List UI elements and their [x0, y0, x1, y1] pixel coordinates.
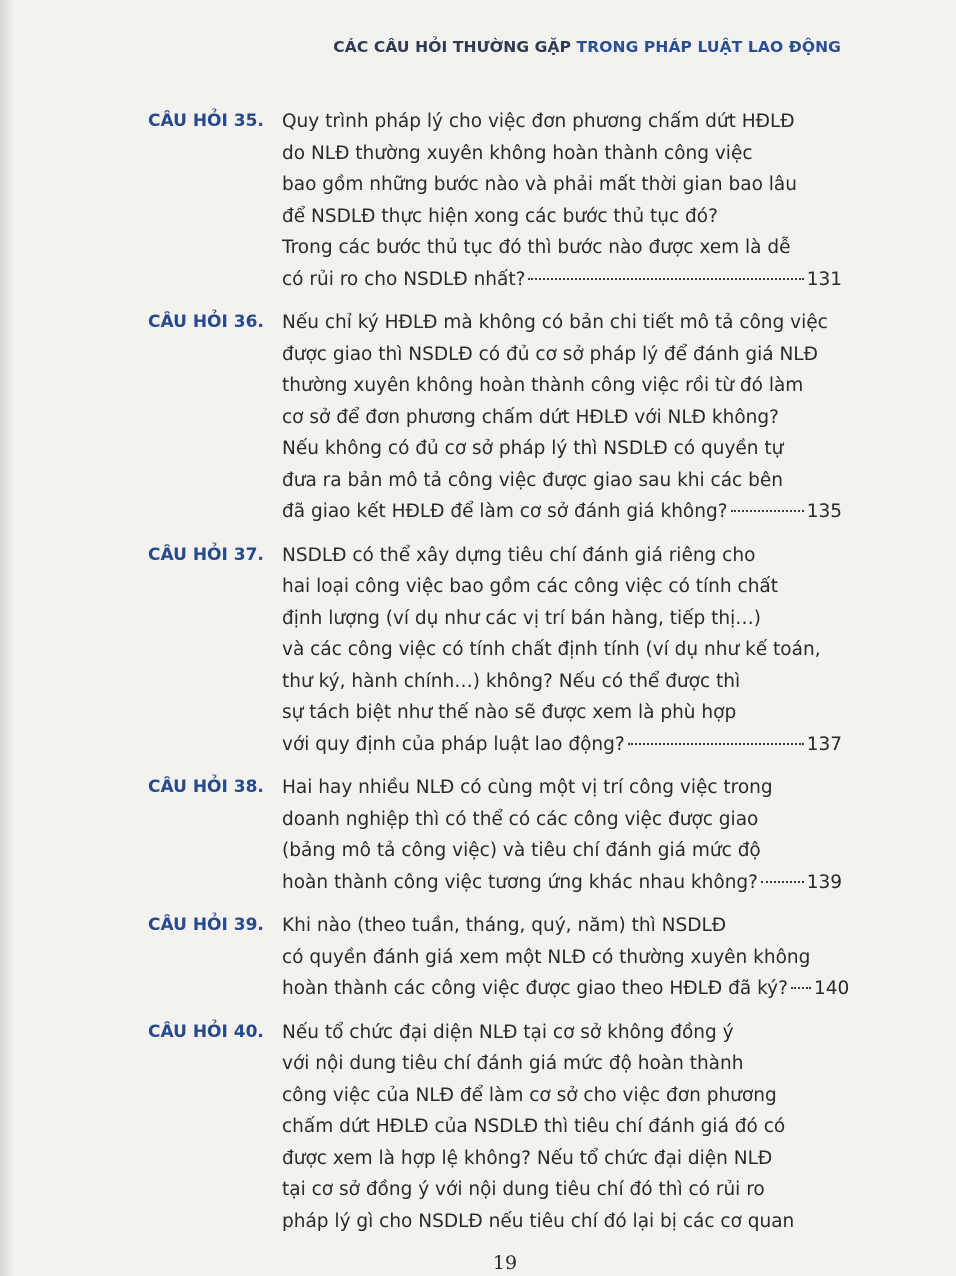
question-text-line: định lượng (ví dụ như các vị trí bán hàng, tiếp thị…) [282, 607, 761, 629]
question-text-line: có quyền đánh giá xem một NLĐ có thường xuyên không [282, 946, 811, 968]
question-text-line: thường xuyên không hoàn thành công việc rồi từ đó làm [282, 375, 804, 396]
toc-page-ref: 139 [806, 871, 842, 893]
question-last-line [282, 264, 842, 296]
question-text-line: thư ký, hành chính…) không? Nếu có thể được thì [282, 670, 741, 692]
toc-entry [148, 540, 842, 761]
question-text-line: chấm dứt HĐLĐ của NSDLĐ thì tiêu chí đánh giá đó có [282, 1116, 786, 1137]
toc-entry [148, 910, 850, 1005]
question-last-line [282, 973, 850, 1005]
question-text-line: được giao thì NSDLĐ có đủ cơ sở pháp lý để đánh giá NLĐ [282, 343, 818, 365]
question-text-line: Trong các bước thủ tục đó thì bước nào được xem là dễ [282, 237, 791, 258]
question-label: CÂU HỎI 36. [148, 312, 264, 332]
question-label: CÂU HỎI 35. [148, 111, 264, 131]
question-text-line: NSDLĐ có thể xây dựng tiêu chí đánh giá riêng cho [282, 544, 756, 566]
toc-page-ref: 131 [806, 268, 842, 290]
dot-leader [791, 987, 811, 989]
toc-entry [148, 1017, 842, 1238]
page-number: 19 [492, 1252, 518, 1274]
question-last-line [282, 867, 842, 899]
question-text-line: Khi nào (theo tuần, tháng, quý, năm) thì NSDLĐ [282, 915, 727, 936]
question-text-line: Hai hay nhiều NLĐ có cùng một vị trí công việc trong [282, 777, 773, 798]
header-part-1: CÁC CÂU HỎI THƯỜNG GẶP [333, 38, 572, 56]
question-last-line [282, 496, 842, 528]
dot-leader [761, 881, 804, 883]
toc-entry [148, 106, 842, 295]
question-text-line: cơ sở để đơn phương chấm dứt HĐLĐ với NLĐ không? [282, 406, 779, 428]
book-spine-shadow [0, 0, 14, 1276]
table-of-contents [148, 106, 850, 1249]
question-last-line [282, 729, 842, 761]
running-header [333, 38, 841, 56]
header-part-2: TRONG PHÁP LUẬT LAO ĐỘNG [576, 38, 841, 56]
dot-leader [528, 278, 803, 280]
question-text-line: được xem là hợp lệ không? Nếu tổ chức đại diện NLĐ [282, 1147, 773, 1169]
question-text-line: Nếu tổ chức đại diện NLĐ tại cơ sở không đồng ý [282, 1021, 734, 1043]
question-label: CÂU HỎI 39. [148, 915, 264, 935]
dot-leader [628, 743, 804, 745]
question-text-line: để NSDLĐ thực hiện xong các bước thủ tục đó? [282, 205, 718, 227]
question-label: CÂU HỎI 38. [148, 777, 264, 797]
toc-entry [148, 772, 842, 898]
question-text-line: (bảng mô tả công việc) và tiêu chí đánh giá mức độ [282, 840, 761, 861]
question-text-line: đã giao kết HĐLĐ để làm cơ sở đánh giá không? [282, 501, 728, 522]
question-label: CÂU HỎI 40. [148, 1021, 264, 1042]
toc-page-ref: 137 [806, 733, 842, 755]
question-text-line: Nếu chỉ ký HĐLĐ mà không có bản chi tiết mô tả công việc [282, 312, 828, 333]
question-text-line: bao gồm những bước nào và phải mất thời gian bao lâu [282, 174, 797, 195]
question-text-line: doanh nghiệp thì có thể có các công việc được giao [282, 808, 759, 830]
question-text-line: do NLĐ thường xuyên không hoàn thành công việc [282, 142, 753, 164]
toc-page-ref: 140 [813, 978, 850, 999]
question-text-line: hai loại công việc bao gồm các công việc có tính chất [282, 576, 779, 597]
question-text-line: Nếu không có đủ cơ sở pháp lý thì NSDLĐ có quyền tự [282, 438, 784, 459]
toc-page-ref: 135 [806, 501, 842, 522]
toc-entry [148, 307, 842, 528]
question-text-line: pháp lý gì cho NSDLĐ nếu tiêu chí đó lại bị các cơ quan [282, 1210, 795, 1232]
question-text-line: với nội dung tiêu chí đánh giá mức độ hoàn thành [282, 1053, 744, 1074]
question-text-line: Quy trình pháp lý cho việc đơn phương chấm dứt HĐLĐ [282, 111, 795, 132]
question-label: CÂU HỎI 37. [148, 544, 264, 565]
question-text-line: đưa ra bản mô tả công việc được giao sau khi các bên [282, 469, 783, 491]
dot-leader [731, 510, 804, 512]
question-text-line: hoàn thành công việc tương ứng khác nhau không? [282, 871, 758, 893]
question-text-line: sự tách biệt như thế nào sẽ được xem là phù hợp [282, 702, 737, 723]
question-text-line: tại cơ sở đồng ý với nội dung tiêu chí đó thì có rủi ro [282, 1179, 765, 1200]
question-text-line: công việc của NLĐ để làm cơ sở cho việc đơn phương [282, 1084, 777, 1106]
question-text-line: có rủi ro cho NSDLĐ nhất? [282, 268, 526, 290]
question-text-line: và các công việc có tính chất định tính (ví dụ như kế toán, [282, 639, 821, 660]
question-text-line: hoàn thành các công việc được giao theo HĐLĐ đã ký? [282, 978, 788, 999]
question-text-line: với quy định của pháp luật lao động? [282, 733, 625, 755]
